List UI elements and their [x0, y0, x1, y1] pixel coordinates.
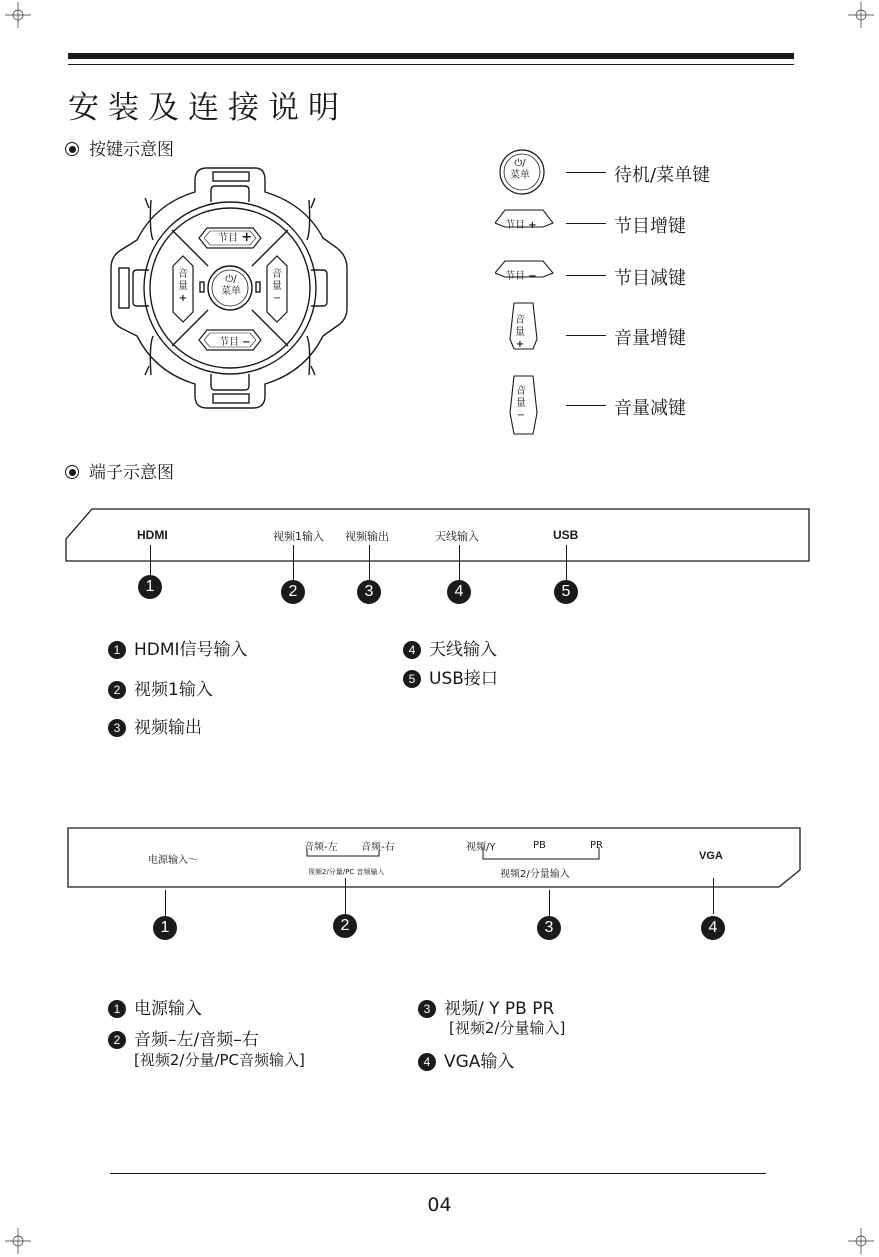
ch-minus-text: 节目	[219, 337, 239, 348]
bullet-icon	[65, 465, 79, 479]
page-number: 04	[427, 1194, 452, 1216]
leader-line	[549, 890, 550, 916]
item-label: 电源输入	[134, 999, 202, 1019]
item-label: 视频/ Y PB PR	[444, 999, 555, 1019]
crop-mark-bottom-right	[848, 1228, 874, 1254]
port-video-out: 视频输出	[345, 530, 389, 543]
leader-line	[713, 878, 714, 914]
item-number: 4	[403, 641, 421, 659]
keypad-ch-plus-label[interactable]	[218, 229, 252, 245]
port-audio-left: 音频-左	[304, 842, 338, 853]
plus-icon: +	[241, 230, 253, 245]
panel1-item-4	[403, 635, 497, 660]
callout-number: 1	[153, 916, 177, 940]
callout-number: 1	[138, 575, 162, 599]
port-usb: USB	[553, 528, 579, 542]
keypad-ch-minus-label[interactable]	[219, 333, 251, 348]
minus-icon: −	[242, 337, 251, 348]
legend-vol-plus-char-3: +	[515, 339, 525, 350]
vol-minus-char-1: 音	[272, 269, 282, 280]
bullet-icon	[65, 142, 79, 156]
legend-vol-minus-char-2: 量	[516, 398, 526, 409]
keypad-vol-minus-label[interactable]	[272, 269, 282, 305]
legend-line-5	[566, 405, 606, 406]
vol-minus-char-2: 量	[272, 281, 282, 292]
panel1-item-2	[108, 675, 213, 700]
item-label: VGA输入	[444, 1052, 515, 1072]
item-number: 2	[108, 1031, 126, 1049]
callout-number: 3	[537, 916, 561, 940]
legend-ch-minus-text: 节目	[505, 271, 525, 282]
panel1-item-5	[403, 664, 498, 689]
item-number: 2	[108, 681, 126, 699]
item-label: 视频输出	[134, 718, 202, 738]
legend-vol-plus-char-1: 音	[515, 315, 525, 326]
item-label: 音频–左/音频–右	[134, 1030, 259, 1050]
keypad-vol-plus-label[interactable]	[178, 269, 188, 305]
header-thin-rule	[68, 64, 794, 65]
leader-line	[566, 545, 567, 580]
port-vga: VGA	[699, 850, 723, 862]
port-power-in: 电源输入〜	[148, 855, 198, 866]
section-buttons-heading	[65, 135, 174, 160]
legend-line-4	[566, 335, 606, 336]
vol-plus-char-3: +	[178, 293, 188, 304]
leader-line	[345, 878, 346, 914]
leader-line	[293, 545, 294, 580]
video-group-label: 视频2/分量输入	[500, 869, 570, 880]
ch-plus-text: 节目	[218, 233, 238, 244]
leader-line	[369, 545, 370, 580]
panel2-item-1	[108, 994, 202, 1019]
power-icon: ⏻/	[225, 274, 237, 285]
item-number: 3	[418, 1000, 436, 1018]
crop-mark-top-right	[848, 2, 874, 28]
item-label: USB接口	[429, 669, 498, 689]
port-pr: PR	[590, 840, 603, 851]
panel2-item-3-sub: [视频2/分量输入]	[449, 1019, 566, 1037]
callout-number: 2	[333, 914, 357, 938]
section-buttons-label: 按键示意图	[89, 140, 174, 160]
item-number: 1	[108, 1000, 126, 1018]
panel2-item-2-sub: [视频2/分量/PC音频输入]	[134, 1051, 305, 1069]
vol-plus-char-2: 量	[178, 281, 188, 292]
section-terminals-heading	[65, 458, 174, 483]
legend-menu-text: 菜单	[510, 170, 530, 181]
legend-vol-minus-key	[516, 386, 526, 422]
header-thick-rule	[68, 53, 794, 59]
item-number: 3	[108, 719, 126, 737]
leader-line	[165, 890, 166, 916]
item-number: 4	[418, 1053, 436, 1071]
legend-vol-minus-char-1: 音	[516, 386, 526, 397]
item-label: 天线输入	[429, 640, 497, 660]
port-pb: PB	[533, 840, 546, 851]
port-hdmi: HDMI	[137, 528, 168, 542]
legend-vol-minus-char-3: −	[516, 410, 526, 421]
keypad-power-menu-label[interactable]	[221, 274, 241, 298]
item-number: 1	[108, 641, 126, 659]
legend-power-icon: ⏻/	[514, 158, 526, 169]
footer-rule	[110, 1173, 766, 1174]
legend-vol-minus: 音量减键	[614, 398, 686, 419]
crop-mark-bottom-left	[5, 1228, 31, 1254]
port-video1-in: 视频1输入	[273, 530, 324, 543]
port-video-y: 视频/Y	[466, 842, 496, 853]
legend-ch-plus: 节目增键	[614, 216, 686, 237]
legend-ch-plus-text: 节目	[505, 220, 525, 231]
callout-number: 5	[554, 580, 578, 604]
callout-number: 4	[701, 916, 725, 940]
port-audio-right: 音频-右	[361, 842, 395, 853]
panel2-item-4	[418, 1047, 514, 1072]
legend-line-3	[566, 275, 606, 276]
leader-line	[150, 545, 151, 575]
item-number: 5	[403, 670, 421, 688]
port-antenna-in: 天线输入	[435, 530, 479, 543]
panel1-item-1	[108, 635, 248, 660]
leader-line	[459, 545, 460, 580]
vol-minus-char-3: −	[272, 293, 282, 304]
legend-vol-plus: 音量增键	[614, 328, 686, 349]
legend-ch-minus-key	[505, 267, 537, 282]
callout-number: 4	[447, 580, 471, 604]
panel2-item-2	[108, 1025, 259, 1050]
legend-vol-plus-char-2: 量	[515, 327, 525, 338]
legend-power-key	[510, 158, 530, 182]
callout-number: 2	[281, 580, 305, 604]
item-label: HDMI信号输入	[134, 640, 248, 660]
item-label: 视频1输入	[134, 680, 213, 700]
crop-mark-top-left	[5, 2, 31, 28]
callout-number: 3	[357, 580, 381, 604]
legend-standby-menu: 待机/菜单键	[614, 165, 711, 186]
legend-ch-minus: 节目减键	[614, 268, 686, 289]
audio-group-label: 视频2/分量/PC 音频输入	[308, 868, 385, 876]
legend-plus-icon: +	[528, 220, 537, 231]
panel2-item-3	[418, 994, 554, 1019]
page-title: 安装及连接说明	[68, 90, 348, 126]
legend-minus-icon: −	[528, 271, 537, 282]
legend-vol-plus-key	[515, 315, 525, 351]
panel1-item-3	[108, 713, 202, 738]
legend-ch-plus-key	[505, 216, 537, 231]
vol-plus-char-1: 音	[178, 269, 188, 280]
menu-text: 菜单	[221, 286, 241, 297]
legend-line-2	[566, 223, 606, 224]
legend-line-1	[566, 172, 606, 173]
section-terminals-label: 端子示意图	[89, 463, 174, 483]
